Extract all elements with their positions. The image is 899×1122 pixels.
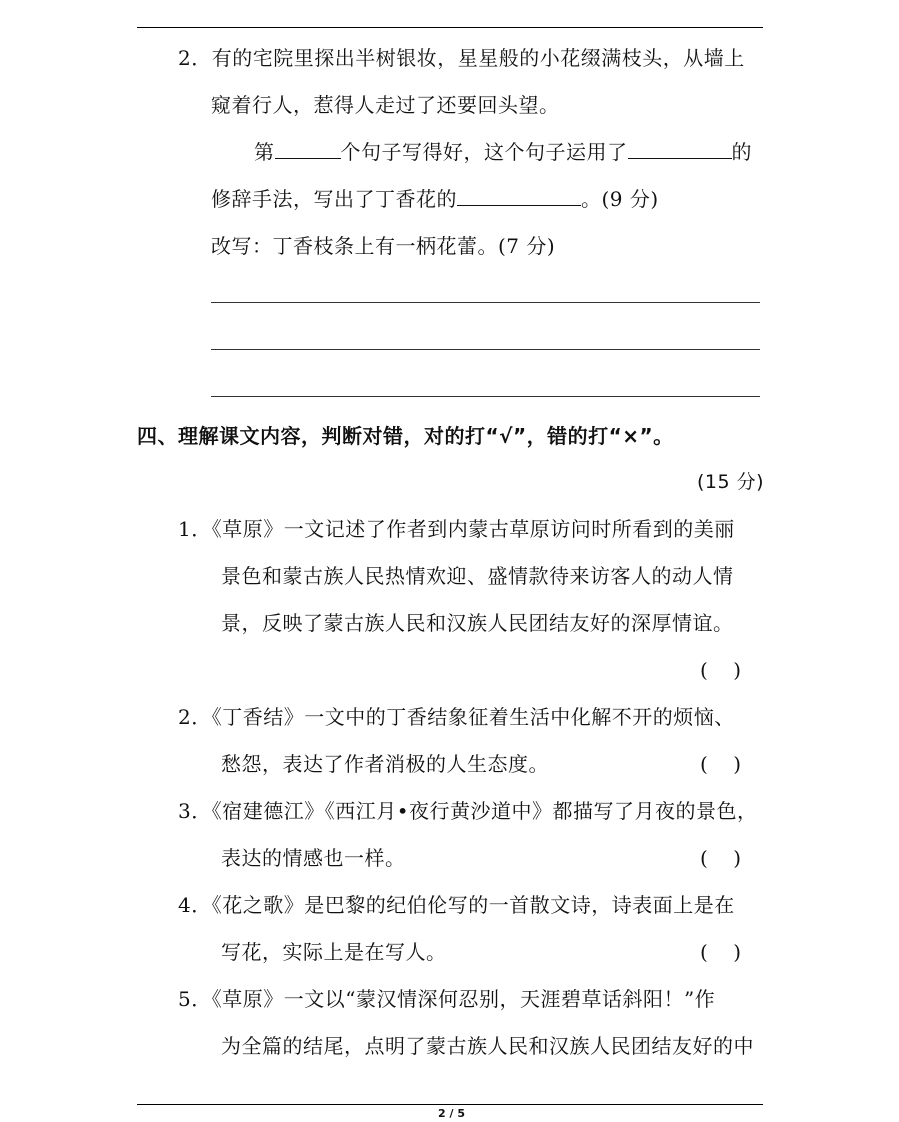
fill-text-a: 第: [254, 140, 275, 164]
answer-paren-3[interactable]: ( ): [700, 846, 742, 870]
answer-paren-1[interactable]: ( ): [700, 658, 742, 682]
judge-item-4-line-2: 写花，实际上是在写人。: [221, 940, 447, 964]
judge-item-3-line-2: 表达的情感也一样。: [221, 846, 406, 870]
section-4-title: 四、理解课文内容，判断对错，对的打“√”，错的打“×”。: [137, 424, 674, 448]
fill-text-e: 。(9 分): [581, 187, 659, 211]
fill-in-sentence-line: [254, 138, 752, 166]
fill-text-b: 个句子写得好，这个句子运用了: [340, 140, 628, 164]
top-rule: [137, 27, 763, 28]
page-number: 2 / 5: [438, 1107, 465, 1120]
rewrite-instruction: 改写：丁香枝条上有一柄花蕾。(7 分): [211, 234, 556, 258]
judge-item-2-line-1: 2．《丁香结》一文中的丁香结象征着生活中化解不开的烦恼、: [178, 705, 735, 729]
judge-item-5-line-2: 为全篇的结尾，点明了蒙古族人民和汉族人民团结友好的中: [221, 1034, 754, 1058]
section-4-score: (15 分): [697, 471, 765, 493]
q3-item2-line2: 窥着行人，惹得人走过了还要回头望。: [211, 93, 560, 117]
answer-write-line-1[interactable]: [211, 302, 760, 303]
fill-in-second-line: [211, 185, 659, 213]
fill-text-c: 的: [731, 140, 752, 164]
judge-item-3-line-1: 3．《宿建德江》《西江月•夜行黄沙道中》都描写了月夜的景色，: [178, 799, 758, 823]
answer-paren-4[interactable]: ( ): [700, 940, 742, 964]
q3-item2-line1: 2．有的宅院里探出半树银妆，星星般的小花缀满枝头，从墙上: [178, 46, 745, 70]
judge-item-1-line-3: 景，反映了蒙古族人民和汉族人民团结友好的深厚情谊。: [221, 611, 734, 635]
bottom-rule: [137, 1104, 763, 1105]
answer-write-line-3[interactable]: [211, 396, 760, 397]
judge-item-2-line-2: 愁怨，表达了作者消极的人生态度。: [221, 752, 549, 776]
answer-blank-sentence-number[interactable]: [275, 138, 341, 159]
answer-blank-feature[interactable]: [457, 185, 581, 206]
judge-item-1-line-2: 景色和蒙古族人民热情欢迎、盛情款待来访客人的动人情: [221, 564, 734, 588]
fill-text-d: 修辞手法，写出了丁香花的: [211, 187, 457, 211]
judge-item-1-line-1: 1．《草原》一文记述了作者到内蒙古草原访问时所看到的美丽: [178, 517, 735, 541]
answer-blank-rhetoric[interactable]: [628, 138, 732, 159]
answer-paren-2[interactable]: ( ): [700, 752, 742, 776]
judge-item-4-line-1: 4．《花之歌》是巴黎的纪伯伦写的一首散文诗，诗表面上是在: [178, 893, 735, 917]
judge-item-5-line-1: 5．《草原》一文以“蒙汉情深何忍别，天涯碧草话斜阳！”作: [178, 987, 716, 1011]
answer-write-line-2[interactable]: [211, 349, 760, 350]
